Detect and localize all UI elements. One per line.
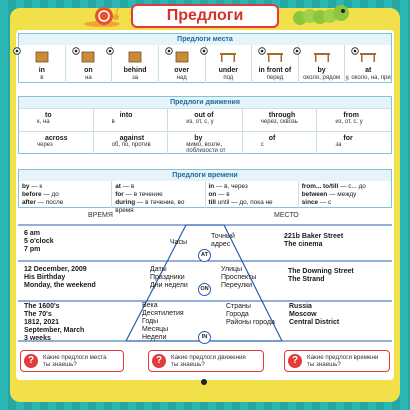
time-example: 3 weeks <box>24 335 51 342</box>
page-indicator-dot <box>201 379 207 385</box>
time-en: in <box>208 183 215 190</box>
category-line: Страны <box>226 303 251 310</box>
motion-item <box>19 132 94 154</box>
place-example: Central District <box>289 319 340 326</box>
time-example: His Birthday <box>24 274 66 281</box>
time-example: The 1600's <box>24 303 60 310</box>
time-example: 5 o'clock <box>24 238 54 245</box>
time-en: before <box>22 191 42 198</box>
motion-en: against <box>119 135 145 142</box>
on-place-categories <box>221 266 256 290</box>
motion-item <box>19 109 94 131</box>
on-badge: ON <box>198 283 211 296</box>
category-line: Точный <box>211 233 235 240</box>
place-item <box>66 45 113 83</box>
motion-item <box>243 132 318 154</box>
time-line <box>22 191 108 199</box>
category-line: Города <box>226 311 249 318</box>
question-line: Какие предлоги движения <box>171 354 246 361</box>
in-place-examples <box>289 303 339 327</box>
place-ru: над <box>176 75 187 81</box>
question-place <box>20 350 124 372</box>
motion-heading: Предлоги движения <box>19 97 391 108</box>
motion-ru: через, сквозь <box>260 119 298 125</box>
motion-en: across <box>45 135 68 142</box>
motion-item <box>243 109 318 131</box>
time-ru: until — до, пока не <box>215 199 273 206</box>
place-en: on <box>84 67 93 74</box>
time-ru: — в течение, во время <box>115 199 185 214</box>
category-line: Века <box>142 302 158 309</box>
motion-ru: мимо, возле, поблизости от <box>186 142 226 154</box>
place-ru: перед <box>266 75 284 81</box>
question-line: Какие предлоги места <box>43 354 107 361</box>
on-time-examples <box>24 266 96 290</box>
category-line: Районы города <box>226 319 275 326</box>
time-en: from... to/till <box>301 183 339 190</box>
place-en: behind <box>123 67 147 74</box>
motion-ru: в <box>111 119 115 125</box>
time-ru: — между <box>327 191 357 198</box>
motion-item <box>317 132 391 154</box>
question-mark-icon: ? <box>288 354 302 368</box>
motion-ru: с <box>260 142 264 148</box>
time-column-label: ВРЕМЯ <box>88 212 113 219</box>
time-ru: — в, через <box>214 183 248 190</box>
motion-row <box>19 108 391 131</box>
time-ru: — к <box>29 183 43 190</box>
place-example: Moscow <box>289 311 317 318</box>
place-en: by <box>317 67 326 74</box>
in-place-categories <box>226 303 275 327</box>
motion-ru: из, от, с, у <box>186 119 214 125</box>
time-item <box>299 181 391 208</box>
category-line: Десятилетия <box>142 310 184 317</box>
time-ru: — до <box>41 191 59 198</box>
question-line: ты знаешь? <box>43 361 77 368</box>
time-example: 7 pm <box>24 246 41 253</box>
place-item <box>345 45 391 83</box>
in-time-examples <box>24 303 84 343</box>
category-line: Переулки <box>221 282 253 289</box>
in-badge: IN <box>198 331 211 344</box>
at-time-category: Часы <box>170 239 188 246</box>
time-example: Monday, the weekend <box>24 282 96 289</box>
at-place-examples <box>284 233 343 249</box>
poster-title: Предлоги <box>131 4 279 28</box>
category-line: Недели <box>142 334 167 341</box>
place-ru: в <box>40 75 44 81</box>
question-line: Какие предлоги времени <box>307 354 379 361</box>
motion-en: into <box>119 112 133 119</box>
motion-row <box>19 131 391 154</box>
motion-ru: об, по, против <box>111 142 151 148</box>
time-line <box>302 183 388 191</box>
time-en: by <box>22 183 30 190</box>
snail-icon <box>82 4 122 28</box>
category-line: Месяцы <box>142 326 169 333</box>
time-en: for <box>115 191 124 198</box>
time-example: The 70's <box>24 311 52 318</box>
time-en: since <box>301 199 319 206</box>
time-example: 12 December, 2009 <box>24 266 87 273</box>
category-line: Праздники <box>150 274 185 281</box>
motion-ru: за <box>335 142 342 148</box>
time-line <box>115 183 201 191</box>
motion-en: from <box>343 112 359 119</box>
time-ru: — с... до <box>338 183 366 190</box>
time-heading: Предлоги времени <box>19 170 391 181</box>
motion-en: of <box>268 135 276 142</box>
question-text <box>43 354 107 368</box>
time-line <box>209 183 295 191</box>
motion-ru: к, на <box>37 119 50 125</box>
time-example: 1812, 2021 <box>24 319 60 326</box>
question-line: ты знаешь? <box>307 361 341 368</box>
place-example: Russia <box>289 303 312 310</box>
time-ru: — в течение <box>123 191 163 198</box>
question-time <box>284 350 390 372</box>
time-en: on <box>208 191 217 198</box>
place-example: The cinema <box>284 241 323 248</box>
place-item <box>299 45 346 83</box>
place-prepositions-section <box>18 33 392 83</box>
time-line <box>22 183 108 191</box>
time-row <box>19 181 391 214</box>
motion-en: for <box>343 135 353 142</box>
category-line: Проспекты <box>221 274 257 281</box>
at-time-examples <box>24 230 54 254</box>
motion-item <box>168 109 243 131</box>
place-en: in front of <box>258 67 292 74</box>
motion-en: through <box>268 112 296 119</box>
time-line <box>302 191 388 199</box>
time-en: after <box>22 199 36 206</box>
at-on-in-diagram <box>18 223 392 345</box>
questions-row <box>20 350 390 372</box>
time-prepositions-section <box>18 169 392 214</box>
question-mark-icon: ? <box>24 354 38 368</box>
time-ru: — в <box>216 191 230 198</box>
time-item <box>206 181 299 208</box>
place-item <box>252 45 299 83</box>
motion-prepositions-section <box>18 96 392 154</box>
place-ru: под <box>223 75 234 81</box>
question-motion <box>148 350 264 372</box>
place-item <box>112 45 159 83</box>
category-line: Улицы <box>221 266 243 273</box>
time-line <box>115 199 201 215</box>
motion-en: by <box>194 135 203 142</box>
time-line <box>302 199 388 207</box>
place-en: in <box>38 67 45 74</box>
place-ru: у, около, на, при <box>345 75 391 81</box>
time-example: 6 am <box>24 230 40 237</box>
motion-en: to <box>45 112 52 119</box>
time-line <box>209 191 295 199</box>
time-line <box>22 199 108 207</box>
on-time-categories <box>150 266 188 290</box>
time-ru: — после <box>35 199 64 206</box>
caterpillar-icon <box>292 2 350 28</box>
question-line: ты знаешь? <box>171 361 205 368</box>
time-line <box>209 199 295 207</box>
motion-item <box>94 132 169 154</box>
place-heading: Предлоги места <box>19 34 391 45</box>
motion-ru: из, от, с, у <box>335 119 363 125</box>
place-item <box>206 45 253 83</box>
time-en: during <box>115 199 136 206</box>
place-en: under <box>218 67 239 74</box>
place-example: The Strand <box>288 276 325 283</box>
place-column-label: МЕСТО <box>274 212 299 219</box>
motion-ru: через <box>37 142 53 148</box>
place-example: The Downing Street <box>288 268 354 275</box>
place-ru: около, рядом <box>303 75 341 81</box>
time-item <box>112 181 205 214</box>
time-item <box>19 181 112 208</box>
at-badge: AT <box>198 249 211 262</box>
time-en: between <box>301 191 328 198</box>
category-line: Дни недели <box>150 282 188 289</box>
place-example: 221b Baker Street <box>284 233 344 240</box>
category-line: Годы <box>142 318 159 325</box>
at-place-category <box>211 233 235 249</box>
place-ru: на <box>85 75 92 81</box>
time-ru: — в <box>120 183 135 190</box>
time-line <box>115 191 201 199</box>
in-time-categories <box>142 302 184 342</box>
motion-item <box>168 132 243 154</box>
category-line: Даты <box>150 266 167 273</box>
question-text <box>171 354 246 368</box>
place-ru: за <box>132 75 139 81</box>
on-place-examples <box>288 268 354 284</box>
motion-en: out of <box>194 112 214 119</box>
place-item <box>159 45 206 83</box>
time-ru: — с <box>318 199 332 206</box>
place-item <box>19 45 66 83</box>
motion-item <box>94 109 169 131</box>
time-en: at <box>115 183 121 190</box>
place-en: over <box>174 67 190 74</box>
time-example: September, March <box>24 327 85 334</box>
question-mark-icon: ? <box>152 354 166 368</box>
question-text <box>307 354 378 368</box>
time-en: till <box>208 199 216 206</box>
category-line: адрес <box>211 241 231 248</box>
place-en: at <box>365 67 372 74</box>
motion-item <box>317 109 391 131</box>
place-row <box>19 45 391 83</box>
